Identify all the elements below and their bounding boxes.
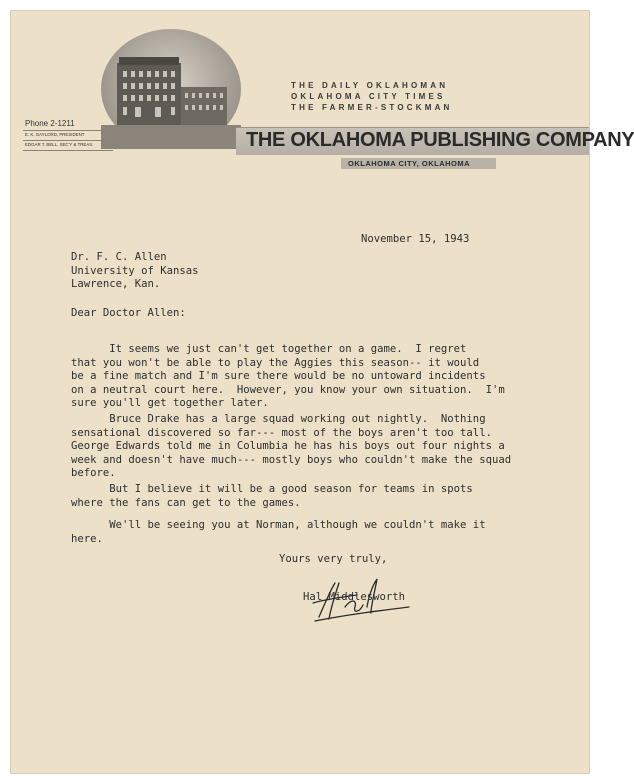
body-line: on a neutral court here. However, you know your own situation. I'm	[71, 383, 505, 396]
body-line: where the fans can get to the games.	[71, 496, 301, 509]
body-line: be a fine match and I'm sure there would be no untoward incidents	[71, 370, 486, 382]
letter-page	[10, 10, 634, 774]
closing: Yours very truly,	[279, 553, 388, 565]
letter-date: November 15, 1943	[361, 233, 470, 245]
body-line: George Edwards told me in Columbia he has his boys out four nights a	[71, 440, 505, 452]
officer-secretary: EDGAR T. BELL, SEC'Y & TREAS.	[25, 142, 94, 147]
publication-list	[291, 80, 453, 113]
body-line: that you won't be able to play the Aggies this season-- it would	[71, 356, 480, 369]
address-line: Lawrence, Kan.	[71, 278, 161, 290]
body-line: But I believe it will be a good season for teams in spots	[71, 483, 473, 495]
letter-paragraph	[71, 483, 473, 510]
building-emblem	[101, 29, 241, 149]
address-line: University of Kansas	[71, 264, 199, 277]
phone-number: Phone 2-1211	[25, 119, 75, 128]
officer-president: E. K. GAYLORD, PRESIDENT	[25, 132, 85, 137]
officer-divider	[23, 130, 113, 131]
body-line: week and doesn't have much--- mostly boys who couldn't make the squad	[71, 453, 512, 466]
body-line: sensational discovered so far--- most of the boys aren't too tall.	[71, 426, 492, 439]
publication-item: THE DAILY OKLAHOMAN	[291, 81, 449, 90]
body-line: Bruce Drake has a large squad working out nightly. Nothing	[71, 413, 486, 425]
body-line: It seems we just can't get together on a game. I regret	[71, 343, 467, 355]
letter-paragraph	[71, 519, 486, 546]
officer-divider	[23, 140, 113, 141]
publication-item: OKLAHOMA CITY TIMES	[291, 92, 446, 101]
letter-paragraph	[71, 413, 511, 481]
signer-name: Hal Middlesworth	[303, 591, 406, 603]
publication-item: THE FARMER-STOCKMAN	[291, 103, 453, 112]
officer-divider	[23, 150, 113, 151]
address-line: Dr. F. C. Allen	[71, 251, 167, 263]
letter-paragraph	[71, 343, 505, 411]
body-line: sure you'll get together later.	[71, 397, 269, 409]
company-name: THE OKLAHOMA PUBLISHING COMPANY	[246, 129, 634, 151]
body-line: here.	[71, 532, 103, 545]
salutation: Dear Doctor Allen:	[71, 307, 186, 319]
body-line: We'll be seeing you at Norman, although we couldn't make it	[71, 519, 486, 531]
recipient-address	[71, 251, 199, 292]
city-name: OKLAHOMA CITY, OKLAHOMA	[348, 159, 471, 168]
body-line: before.	[71, 467, 116, 479]
